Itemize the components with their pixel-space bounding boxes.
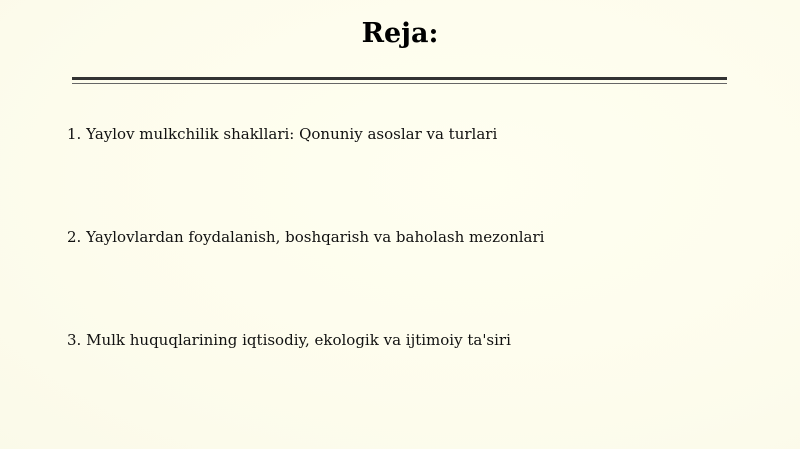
slide-title: Reja: xyxy=(361,18,439,49)
agenda-item: 1. Yaylov mulkchilik shakllari: Qonuniy asoslar va turlari xyxy=(67,125,498,143)
agenda-item: 2. Yaylovlardan foydalanish, boshqarish va baholash mezonlari xyxy=(67,228,545,246)
title-divider xyxy=(72,77,727,86)
divider-thick-line xyxy=(72,77,727,80)
divider-thin-line xyxy=(72,83,727,84)
agenda-item: 3. Mulk huquqlarining iqtisodiy, ekologik va ijtimoiy ta'siri xyxy=(67,331,511,349)
